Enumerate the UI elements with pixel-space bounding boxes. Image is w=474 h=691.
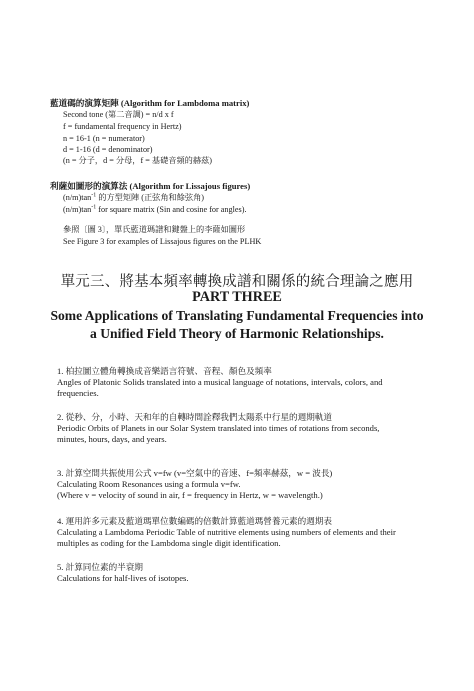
list-item (57, 366, 447, 400)
lambdoma-line: d = 1-16 (d = denominator) (63, 145, 153, 154)
lambdoma-heading: 藍道碼的演算矩陣 (Algorithm for Lambdoma matrix) (50, 98, 250, 108)
item-en: minutes, hours, days, and years. (57, 434, 167, 445)
item-zh: 1. 柏拉圖立體角轉換成音樂語言符號、音程、顏色及頻率 (57, 366, 272, 376)
item-en: frequencies. (57, 388, 99, 399)
item-en: Periodic Orbits of Planets in our Solar System translated into times of rotations from seconds, (57, 423, 380, 434)
part-three-heading: PART THREE (192, 289, 282, 305)
item-zh: 3. 計算空間共振使用公式 v=fw (v=空氣中的音速、f=頻率赫茲，w = 波長) (57, 468, 333, 478)
item-en: Calculating Room Resonances using a formula v=fw. (57, 479, 241, 490)
item-en: Calculating a Lambdoma Periodic Table of nutritive elements using numbers of elements and their (57, 527, 396, 538)
lissajous-line-zh: $(n/m)\tan^{-1}$ 的方型矩陣 (正弦角和餘弦角) (63, 192, 205, 202)
title-line: Some Applications of Translating Fundamental Frequencies into (50, 308, 424, 323)
item-en: multiples as coding for the Lambdoma single digit identification. (57, 538, 281, 549)
title-line: a Unified Field Theory of Harmonic Relationships. (90, 326, 384, 341)
item-zh: 2. 從秒、分，小時、天和年的自轉時間詮釋我們太陽系中行星的週期軌道 (57, 412, 333, 422)
item-en: Calculations for half-lives of isotopes. (57, 573, 189, 584)
part-title-english (0, 307, 474, 343)
lambdoma-line: Second tone (第二音調) = n/d x f (63, 110, 174, 119)
lissajous-ref-zh: 參照〔圖 3〕，單氏藍道瑪譜和鍵盤上的李薩如圖形 (63, 225, 246, 234)
part-title-chinese: 單元三、將基本頻率轉換成譜和關係的統合理論之應用 (60, 274, 414, 290)
item-en: Angles of Platonic Solids translated into a musical language of notations, intervals, colors, and (57, 377, 383, 388)
lissajous-line-en: $(n/m)\tan^{-1}$ for square matrix (Sin and cosine for angles). (63, 204, 247, 214)
lambdoma-line: f = fundamental frequency in Hertz) (63, 122, 182, 131)
item-zh: 5. 計算同位素的半衰期 (57, 562, 143, 572)
list-item (57, 412, 447, 446)
lissajous-heading: 利薩如圖形的演算法 (Algorithm for Lissajous figures) (50, 181, 251, 191)
lambdoma-line: (n = 分子，d = 分母，f = 基礎音頻的赫茲) (63, 156, 212, 165)
list-item (57, 468, 447, 502)
list-item (57, 516, 447, 550)
list-item (57, 562, 447, 584)
lambdoma-line: n = 16-1 (n = numerator) (63, 134, 145, 143)
item-en: (Where v = velocity of sound in air, f = frequency in Hertz, w = wavelength.) (57, 490, 323, 501)
lissajous-ref-en: See Figure 3 for examples of Lissajous figures on the PLHK (63, 237, 262, 246)
item-zh: 4. 運用許多元素及藍道瑪單位數編碼的倍數計算藍道瑪營養元素的週期表 (57, 516, 333, 526)
